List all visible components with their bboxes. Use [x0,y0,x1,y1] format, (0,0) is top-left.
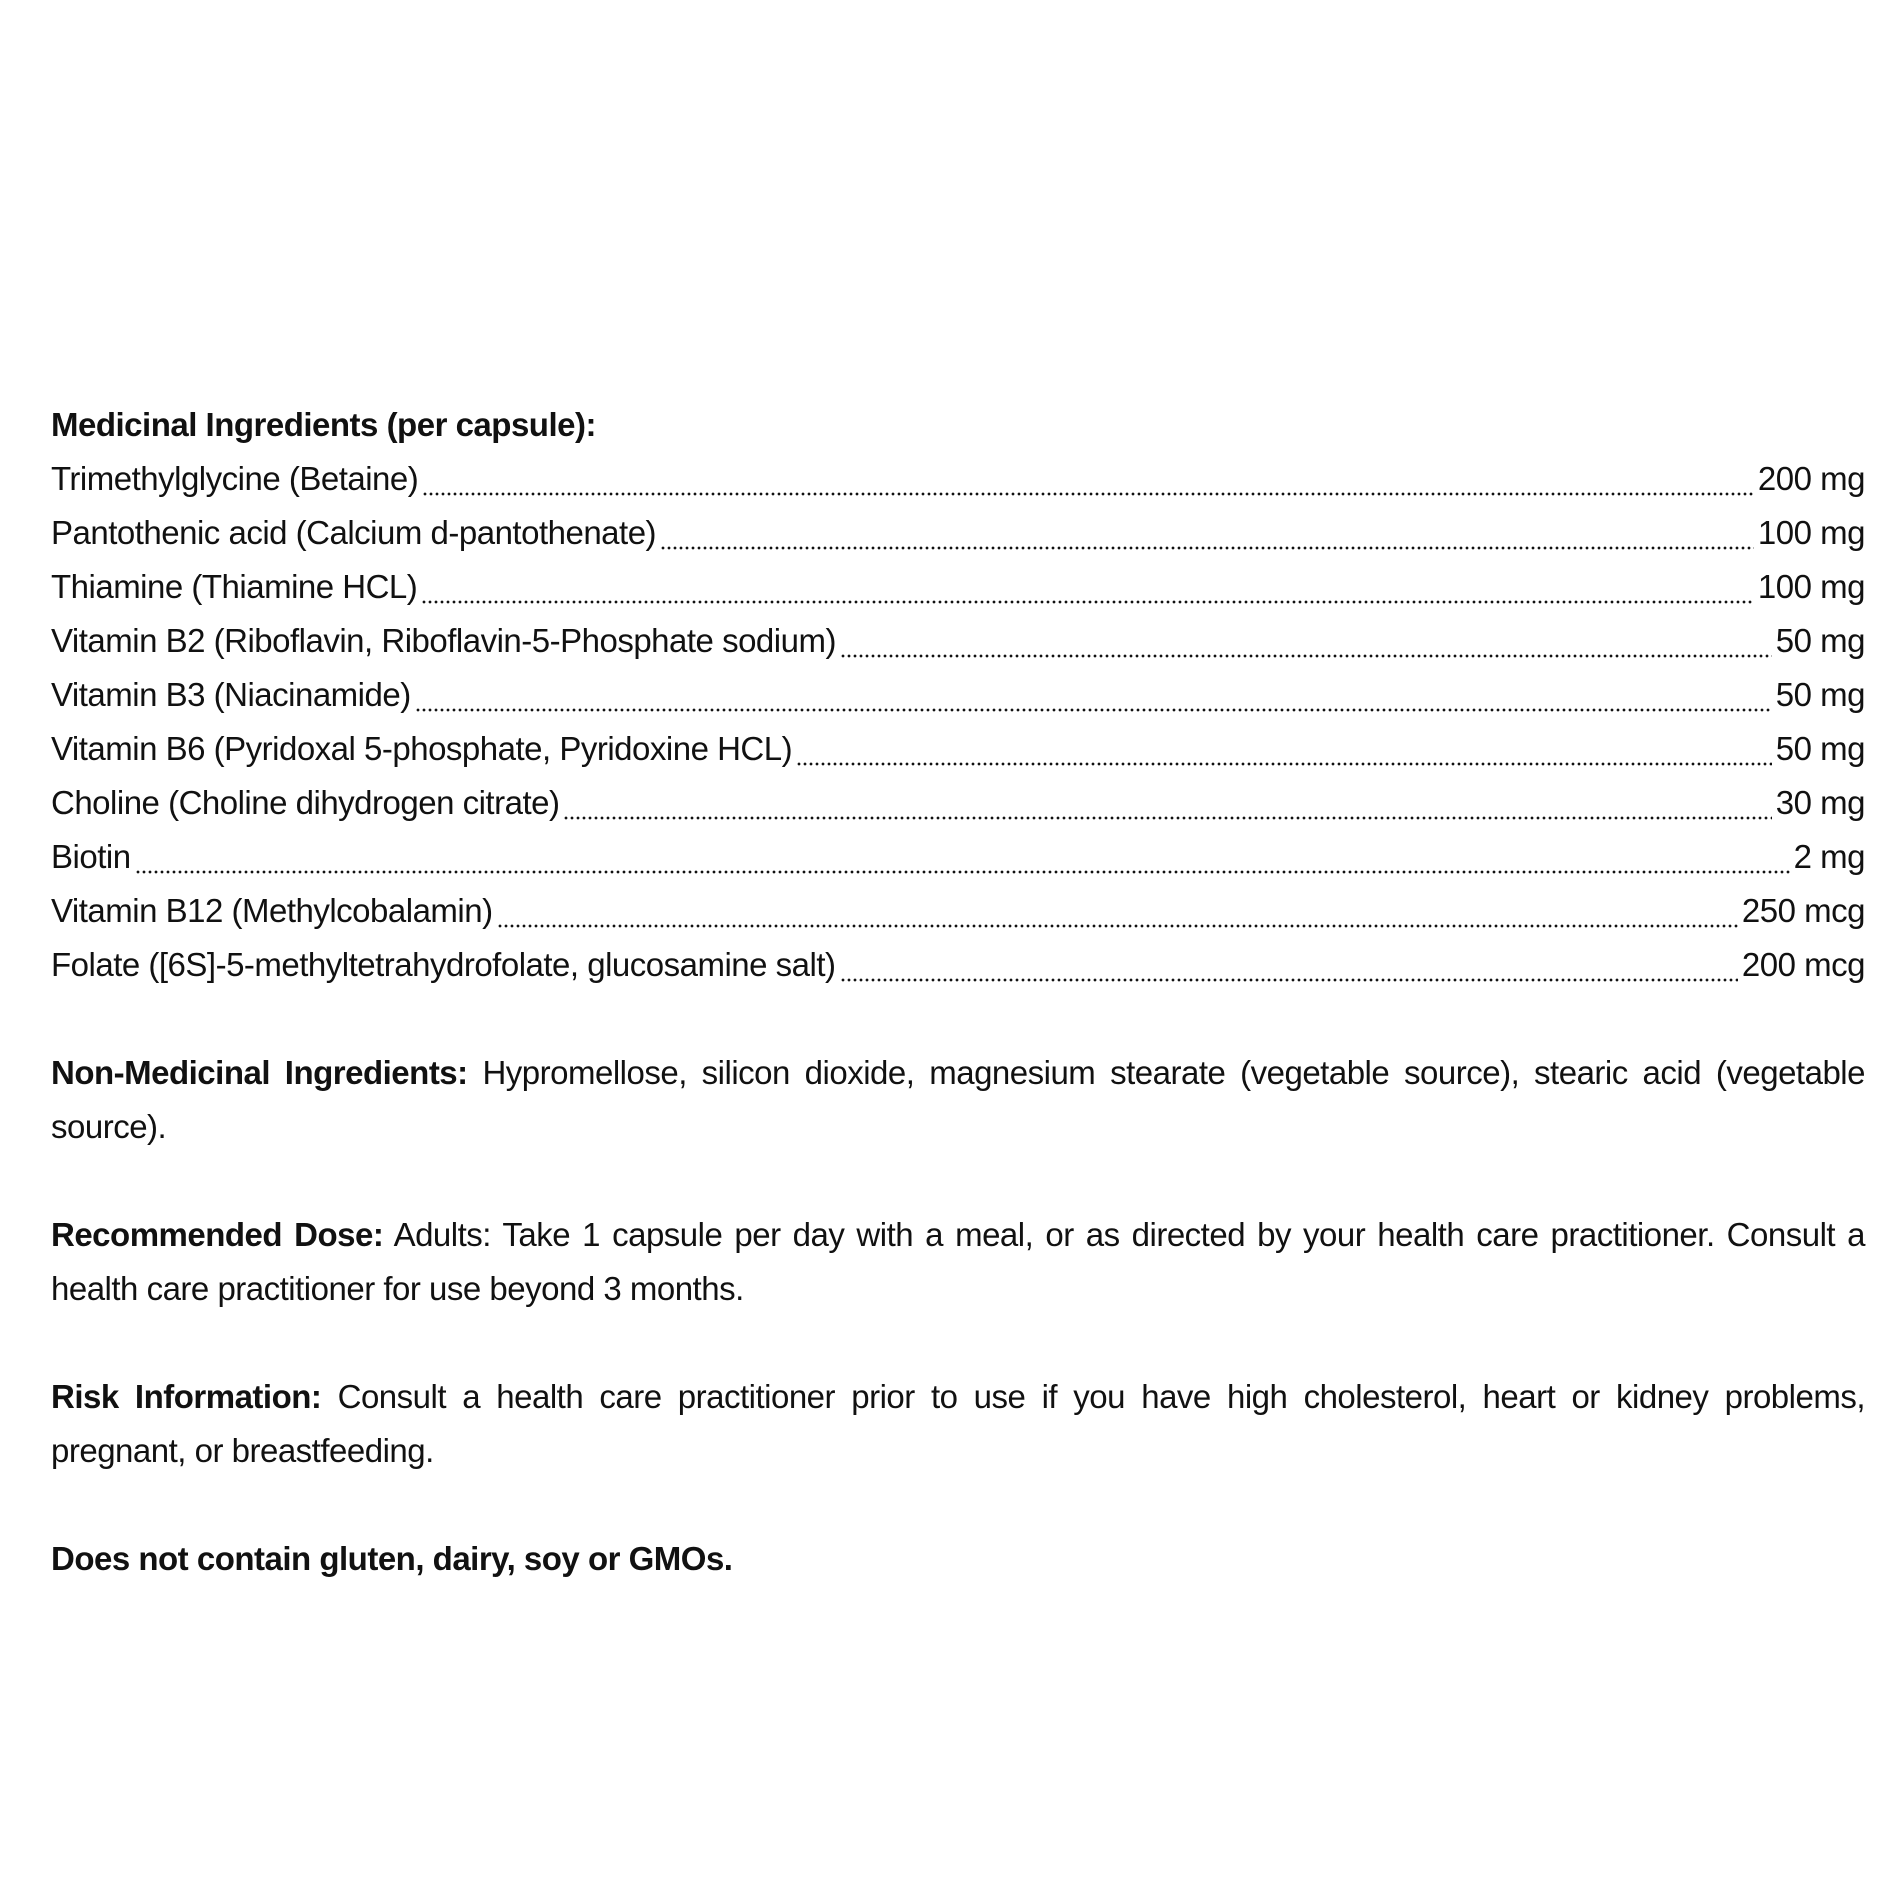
ingredient-name: Vitamin B3 (Niacinamide) [51,676,411,713]
ingredient-amount: 200 mcg [1741,946,1865,983]
non-medicinal-label: Non-Medicinal Ingredients: [51,1054,468,1091]
leader-dots [563,776,1771,830]
ingredient-name: Vitamin B2 (Riboflavin, Riboflavin-5-Phosphate sodium) [51,622,836,659]
ingredient-row [51,776,1865,830]
leader-dots [497,884,1738,938]
leader-dots [135,830,1790,884]
ingredient-row [51,668,1865,722]
ingredient-amount: 50 mg [1775,622,1865,659]
leader-dots [796,722,1772,776]
leader-dots [840,938,1738,992]
ingredient-row [51,938,1865,992]
ingredient-name: Pantothenic acid (Calcium d-pantothenate) [51,514,657,551]
leader-dots [422,452,1754,506]
ingredient-amount: 30 mg [1775,784,1865,821]
ingredient-row [51,560,1865,614]
ingredient-name: Folate ([6S]-5-methyltetrahydrofolate, glucosamine salt) [51,946,836,983]
ingredient-amount: 2 mg [1793,838,1865,875]
allergen-statement: Does not contain gluten, dairy, soy or GMOs. [51,1540,733,1577]
leader-dots [660,506,1754,560]
ingredient-name: Choline (Choline dihydrogen citrate) [51,784,560,821]
ingredient-name: Biotin [51,838,131,875]
recommended-dose-label: Recommended Dose: [51,1216,384,1253]
ingredient-row [51,452,1865,506]
ingredient-row [51,614,1865,668]
ingredient-row [51,506,1865,560]
recommended-dose-text: Adults: Take 1 capsule per day with a meal, or as directed by your health care practitioner. Consult a health care practitioner for use beyond 3 months. [51,1216,1865,1307]
ingredient-amount: 50 mg [1775,730,1865,767]
leader-dots [415,668,1772,722]
ingredient-name: Thiamine (Thiamine HCL) [51,568,418,605]
ingredient-amount: 250 mcg [1741,892,1865,929]
ingredient-name: Vitamin B12 (Methylcobalamin) [51,892,493,929]
non-medicinal-text: Hypromellose, silicon dioxide, magnesium stearate (vegetable source), stearic acid (vegetable source). [51,1054,1865,1145]
risk-information-text: Consult a health care practitioner prior to use if you have high cholesterol, heart or kidney problems, pregnant, or breastfeeding. [51,1378,1865,1469]
recommended-dose [51,1208,1865,1316]
medicinal-ingredient-list [51,452,1865,992]
ingredient-amount: 50 mg [1775,676,1865,713]
non-medicinal-ingredients [51,1046,1865,1154]
ingredient-name: Trimethylglycine (Betaine) [51,460,419,497]
ingredient-amount: 100 mg [1757,514,1865,551]
ingredient-amount: 100 mg [1757,568,1865,605]
leader-dots [421,560,1754,614]
ingredient-row [51,830,1865,884]
risk-information [51,1370,1865,1478]
supplement-label-panel [51,398,1865,1586]
medicinal-ingredients-heading: Medicinal Ingredients (per capsule): [51,406,596,443]
ingredient-name: Vitamin B6 (Pyridoxal 5-phosphate, Pyridoxine HCL) [51,730,793,767]
ingredient-amount: 200 mg [1757,460,1865,497]
risk-information-label: Risk Information: [51,1378,322,1415]
ingredient-row [51,884,1865,938]
leader-dots [840,614,1772,668]
ingredient-row [51,722,1865,776]
